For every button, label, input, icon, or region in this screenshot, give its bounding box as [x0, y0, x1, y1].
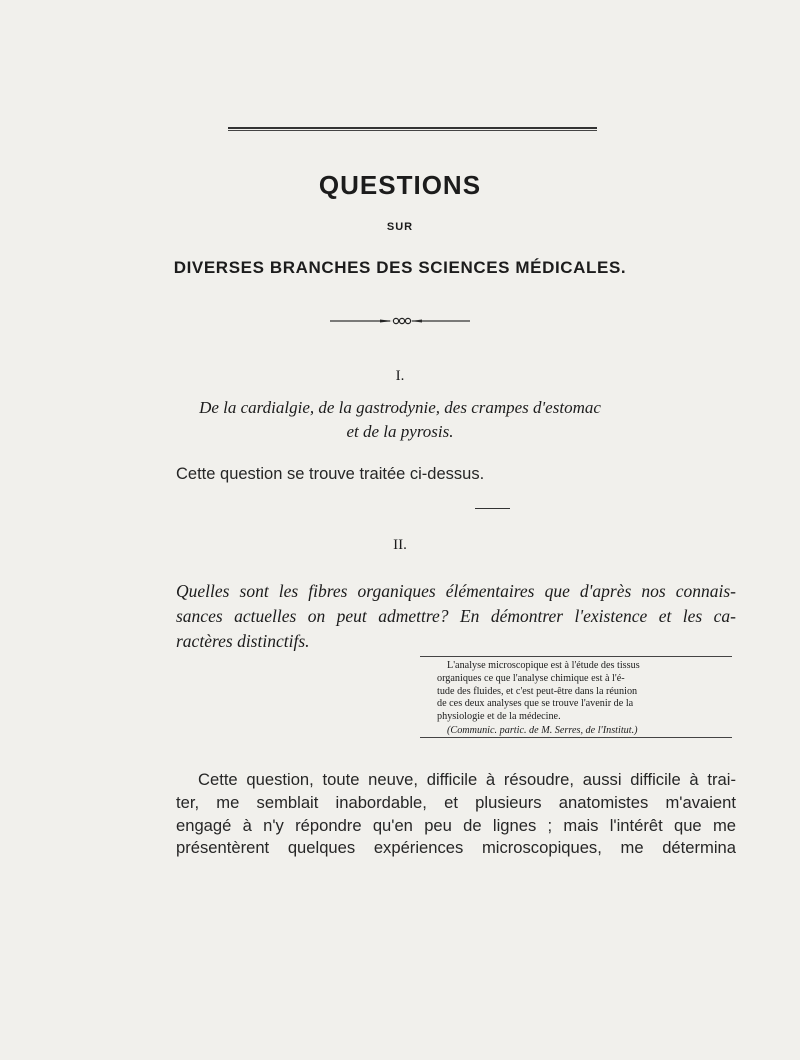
section-divider	[475, 508, 510, 509]
section-numeral-1: I.	[395, 368, 405, 384]
quote-attribution: (Communic. partic. de M. Serres, de l'Institut.)	[447, 724, 638, 736]
heading-line: et de la pyrosis.	[346, 422, 454, 441]
title-connector: SUR	[386, 221, 414, 233]
heading-line: sances actuelles on peut admettre? En démontrer l'existence et les ca-	[176, 606, 736, 626]
quote-line: L'analyse microscopique est à l'étude des tissus	[447, 660, 640, 671]
epigraph-quote	[437, 660, 731, 738]
section-heading-2	[176, 579, 736, 654]
heading-line: ractères distinctifs.	[176, 631, 310, 651]
body-line: ter, me semblait inabordable, et plusieurs anatomistes m'avaient	[176, 792, 736, 812]
quote-top-rule	[420, 656, 732, 657]
quote-line: organiques ce que l'analyse chimique est à l'é-	[437, 672, 625, 684]
quote-line: de ces deux analyses que se trouve l'avenir de la	[437, 698, 634, 710]
section-heading-1	[140, 396, 660, 444]
quote-bottom-rule	[420, 737, 732, 738]
page-subtitle: DIVERSES BRANCHES DES SCIENCES MÉDICALES.	[173, 258, 627, 277]
section-text-1: Cette question se trouve traitée ci-dessus.	[176, 465, 485, 483]
quote-line: physiologie et de la médecine.	[437, 711, 561, 723]
quote-line: tude des fluides, et c'est peut-être dans la réunion	[437, 685, 638, 697]
header-double-rule	[228, 127, 597, 131]
page-title: QUESTIONS	[318, 170, 482, 200]
section-numeral-2: II.	[393, 537, 407, 553]
section-body-2	[176, 769, 736, 860]
heading-line: De la cardialgie, de la gastrodynie, des crampes d'estomac	[199, 398, 601, 417]
body-line: engagé à n'y répondre qu'en peu de lignes ; mais l'intérêt que me	[176, 815, 736, 835]
heading-line: Quelles sont les fibres organiques élémentaires que d'après nos connais-	[176, 581, 736, 601]
body-line: présentèrent quelques expériences microscopiques, me détermina	[176, 838, 736, 858]
body-line: Cette question, toute neuve, difficile à résoudre, aussi difficile à trai-	[198, 770, 736, 789]
ornament-divider-icon	[330, 316, 470, 326]
